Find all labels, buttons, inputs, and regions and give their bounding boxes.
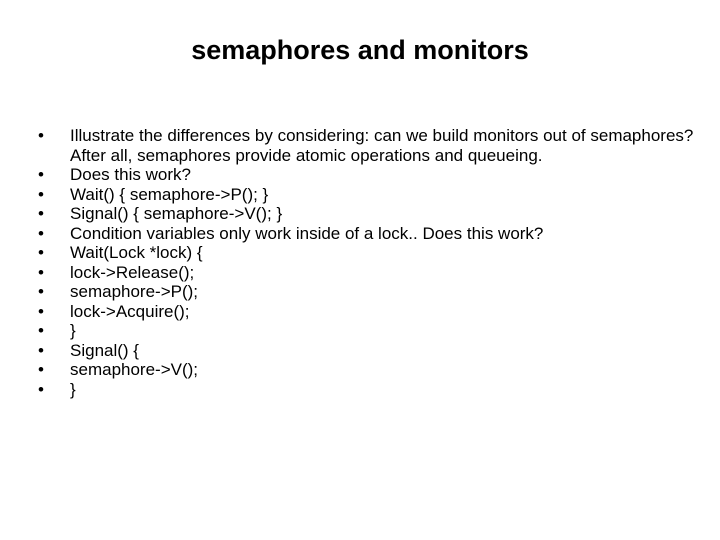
bullet-item bbox=[38, 204, 698, 224]
bullet-text: semaphore->V(); bbox=[70, 360, 199, 379]
bullet-icon: • bbox=[38, 184, 44, 204]
bullet-text: Wait() { semaphore->P(); } bbox=[70, 184, 269, 204]
slide-title: semaphores and monitors bbox=[191, 35, 529, 65]
bullet-item bbox=[38, 380, 698, 400]
bullet-item bbox=[38, 321, 698, 341]
bullet-icon: • bbox=[38, 360, 44, 379]
bullet-text: Illustrate the differences by considering: can we build monitors out of semaphores? After all, semaphores provide atomic operations and queueing. bbox=[70, 126, 698, 165]
bullet-item bbox=[38, 263, 698, 283]
bullet-text: semaphore->P(); bbox=[70, 282, 199, 301]
bullet-text: Does this work? bbox=[70, 165, 191, 184]
bullet-text: Signal() { semaphore->V(); } bbox=[70, 204, 283, 223]
bullet-text: Condition variables only work inside of a lock.. Does this work? bbox=[70, 223, 544, 243]
bullet-icon: • bbox=[38, 126, 44, 145]
bullet-item bbox=[38, 185, 698, 205]
bullet-icon: • bbox=[38, 165, 44, 184]
bullet-icon: • bbox=[38, 223, 44, 243]
bullet-item bbox=[38, 360, 698, 380]
bullet-icon: • bbox=[38, 204, 44, 223]
bullet-icon: • bbox=[38, 340, 44, 360]
bullet-text: lock->Release(); bbox=[70, 262, 195, 282]
bullet-text: } bbox=[70, 379, 76, 399]
bullet-text: } bbox=[70, 321, 76, 340]
bullet-item bbox=[38, 224, 698, 244]
bullet-icon: • bbox=[38, 321, 44, 340]
bullet-item bbox=[38, 282, 698, 302]
bullet-item bbox=[38, 341, 698, 361]
bullet-item bbox=[38, 165, 698, 185]
bullet-text: Wait(Lock *lock) { bbox=[70, 243, 203, 262]
bullet-text: Signal() { bbox=[70, 340, 139, 360]
bullet-icon: • bbox=[38, 379, 44, 399]
bullet-list bbox=[38, 126, 698, 399]
bullet-icon: • bbox=[38, 301, 44, 321]
bullet-item bbox=[38, 243, 698, 263]
bullet-icon: • bbox=[38, 282, 44, 301]
bullet-icon: • bbox=[38, 243, 44, 262]
bullet-item bbox=[38, 126, 698, 165]
bullet-icon: • bbox=[38, 262, 44, 282]
bullet-item bbox=[38, 302, 698, 322]
bullet-text: lock->Acquire(); bbox=[70, 301, 190, 321]
